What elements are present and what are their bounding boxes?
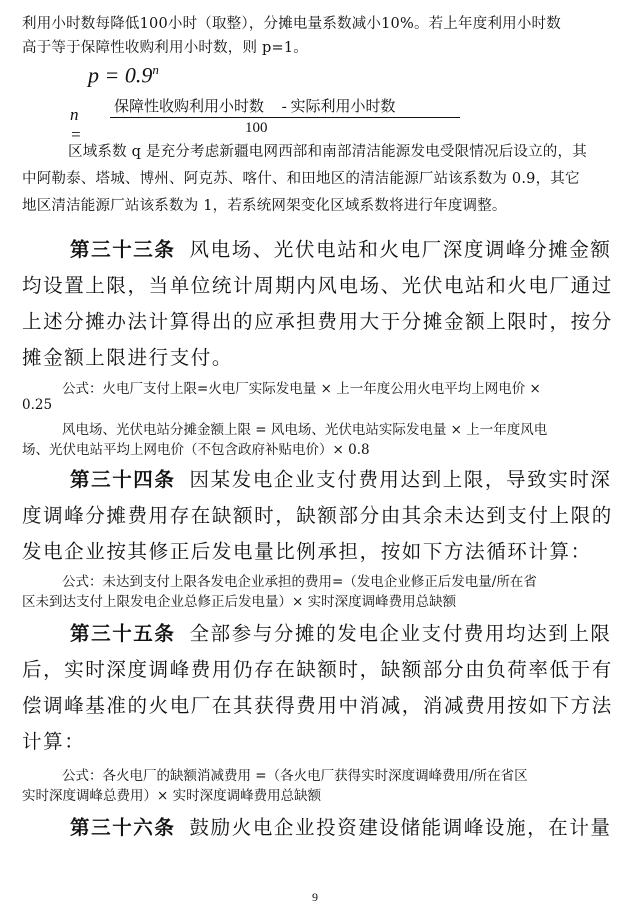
numerator-guaranteed-hours: 保障性收购利用小时数 (114, 99, 265, 115)
article-34-formula-line-1: 公式：未达到支付上限各发电企业承担的费用=（发电企业修正后发电量/所在省 (62, 574, 537, 590)
article-33-title: 第三十三条 (70, 238, 176, 261)
article-33-formula-1-line-2: 0.25 (22, 397, 53, 413)
intro-line-1: 利用小时数每降低100小时（取整），分摊电量系数减小10%。若上年度利用小时数 (22, 16, 561, 32)
article-34-line-3: 发电企业按其修正后发电量比例承担，按如下方法循环计算： (22, 540, 592, 563)
formula-n-numerator (114, 95, 396, 116)
article-36-title: 第三十六条 (70, 816, 176, 839)
article-35-line-3: 偿调峰基准的火电厂在其获得费用中消减，消减费用按如下方法 (22, 694, 613, 717)
region-line-2: 中阿勒泰、塔城、博州、阿克苏、喀什、和田地区的清洁能源厂站该系数为 0.9，其它 (22, 171, 580, 187)
article-34-text-1: 因某发电企业支付费用达到上限，导致实时深 (189, 468, 612, 491)
article-36-text-1: 鼓励火电企业投资建设储能调峰设施，在计量 (189, 816, 612, 839)
formula-p-exponent: n (152, 62, 159, 77)
article-35-formula-line-2: 实时深度调峰总费用）× 实时深度调峰费用总缺额 (22, 788, 322, 804)
formula-p (88, 62, 159, 88)
formula-n-denominator: 100 (245, 120, 268, 136)
formula-n-label: n = (70, 105, 82, 144)
region-line-1: 区域系数 q 是充分考虑新疆电网西部和南部清洁能源发电受限情况后设立的，其 (68, 144, 587, 160)
article-33-formula-2-line-2: 场、光伏电站平均上网电价（不包含政府补贴电价）× 0.8 (22, 442, 370, 458)
region-line-3: 地区清洁能源厂站该系数为 1，若系统网架变化区域系数将进行年度调整。 (22, 198, 507, 214)
article-33-line-1 (70, 234, 612, 262)
article-33-line-4: 摊金额上限进行支付。 (22, 346, 234, 369)
intro-line-2: 高于等于保障性收购利用小时数，则 p=1。 (22, 40, 308, 56)
article-35-line-4: 计算： (22, 730, 86, 753)
article-35-line-2: 后，实时深度调峰费用仍存在缺额时，缺额部分由负荷率低于有 (22, 658, 613, 681)
article-34-formula-line-2: 区未到达支付上限发电企业总修正后发电量）× 实时深度调峰费用总缺额 (22, 594, 457, 610)
numerator-actual-hours: - 实际利用小时数 (281, 99, 396, 115)
article-33-text-1: 风电场、光伏电站和火电厂深度调峰分摊金额 (189, 238, 612, 261)
article-34-line-1 (70, 464, 612, 492)
article-35-formula-line-1: 公式：各火电厂的缺额消减费用 =（各火电厂获得实时深度调峰费用/所在省区 (62, 768, 528, 784)
article-36-line-1 (70, 812, 612, 840)
article-35-text-1: 全部参与分摊的发电企业支付费用均达到上限 (189, 622, 612, 645)
article-33-formula-2-line-1: 风电场、光伏电站分摊金额上限 = 风电场、光伏电站实际发电量 × 上一年度风电 (62, 422, 548, 438)
fraction-bar (110, 117, 460, 118)
article-35-line-1 (70, 618, 612, 646)
page-number: 9 (312, 890, 318, 904)
article-34-title: 第三十四条 (70, 468, 176, 491)
article-35-title: 第三十五条 (70, 622, 176, 645)
article-34-line-2: 度调峰分摊费用存在缺额时，缺额部分由其余未达到支付上限的 (22, 504, 613, 527)
article-33-line-2: 均设置上限，当单位统计周期内风电场、光伏电站和火电厂通过 (22, 274, 613, 297)
article-33-formula-1-line-1: 公式：火电厂支付上限=火电厂实际发电量 × 上一年度公用火电平均上网电价 × (62, 381, 541, 397)
formula-p-expression: p = 0.9 (88, 62, 153, 88)
article-33-line-3: 上述分摊办法计算得出的应承担费用大于分摊金额上限时，按分 (22, 310, 613, 333)
